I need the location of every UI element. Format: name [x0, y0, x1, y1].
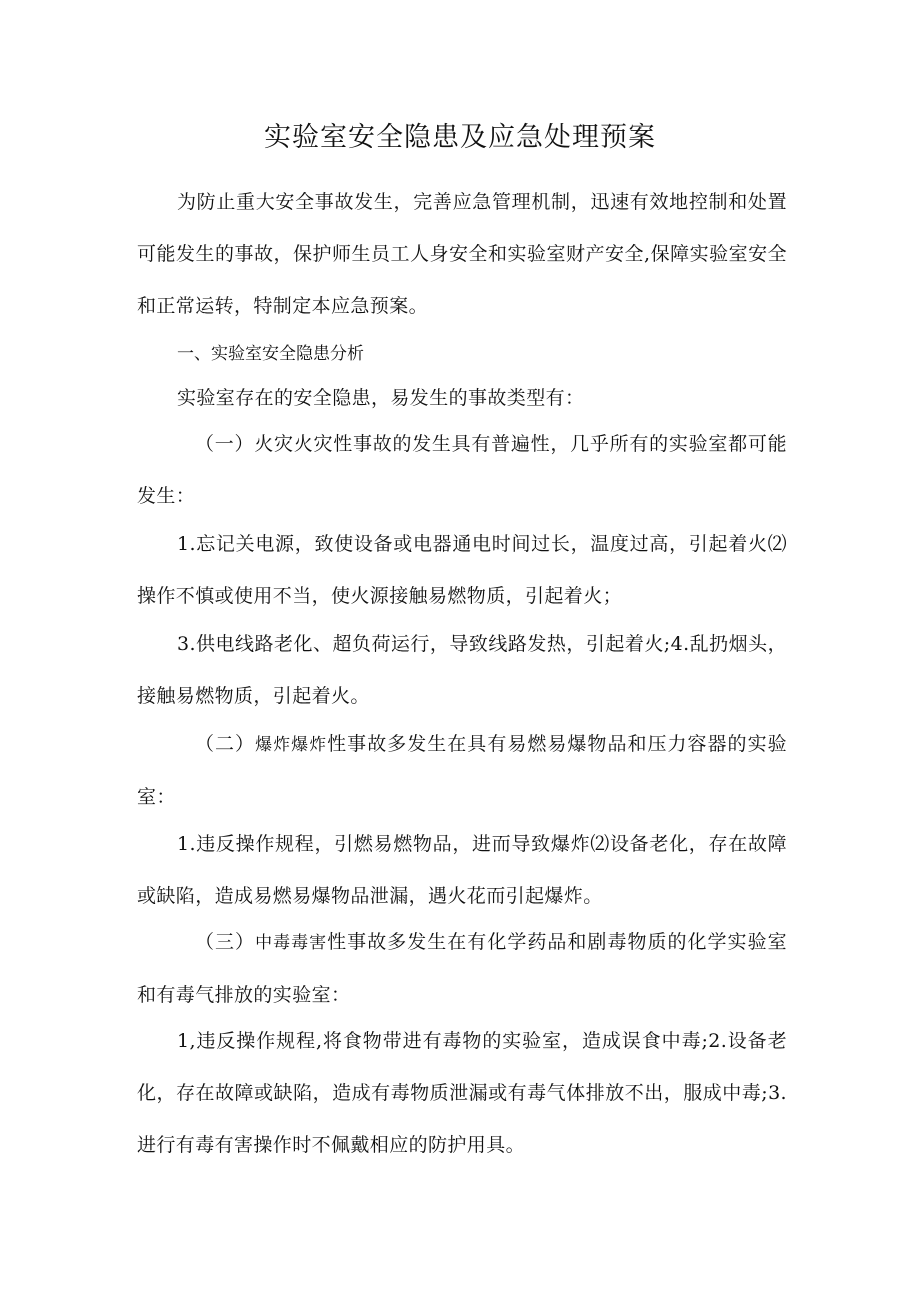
- explosion-prefix: （二）: [195, 733, 256, 755]
- fire-causes-paragraph-2: 3.供电线路老化、超负荷运行，导致线路发热，引起着火;4.乱扔烟头，接触易燃物质，引起着火。: [137, 633, 787, 707]
- fire-intro-paragraph: （一）火灾火灾性事故的发生具有普遍性，几乎所有的实验室都可能发生：: [137, 433, 787, 507]
- poison-label: 中毒毒害: [255, 933, 328, 953]
- fire-causes-paragraph-1: 1.忘记关电源，致使设备或电器通电时间过长，温度过高，引起着火⑵操作不慎或使用不当，使火源接触易燃物质，引起着火；: [137, 533, 787, 607]
- explosion-causes-paragraph: 1.违反操作规程，引燃易燃物品，进而导致爆炸⑵设备老化，存在故障或缺陷，造成易燃易爆物品泄漏，遇火花而引起爆炸。: [137, 833, 787, 907]
- document-title: 实验室安全隐患及应急处理预案: [264, 122, 656, 153]
- poison-prefix: （三）: [195, 931, 256, 953]
- section-1-heading: 一、实验室安全隐患分析: [177, 344, 364, 364]
- explosion-intro-paragraph: [137, 718, 787, 823]
- poison-intro-paragraph: [137, 916, 787, 1021]
- intro-paragraph: 为防止重大安全事故发生，完善应急管理机制，迅速有效地控制和处置可能发生的事故，保护师生员工人身安全和实验室财产安全,保障实验室安全和正常运转，特制定本应急预案。: [137, 191, 787, 317]
- explosion-label: 爆炸爆炸: [255, 735, 328, 755]
- poison-rest: 性事故多发生在有化学药品和剧毒物质的化学实验室和有毒气排放的实验室：: [137, 931, 788, 1006]
- section-1-lead: 实验室存在的安全隐患，易发生的事故类型有：: [177, 387, 585, 409]
- explosion-rest: 性事故多发生在具有易燃易爆物品和压力容器的实验室：: [137, 733, 788, 808]
- poison-causes-paragraph: 1,违反操作规程,将食物带进有毒物的实验室，造成误食中毒;2.设备老化，存在故障或缺陷，造成有毒物质泄漏或有毒气体排放不出，服成中毒;3.进行有毒有害操作时不佩戴相应的防护用具。: [137, 1030, 787, 1156]
